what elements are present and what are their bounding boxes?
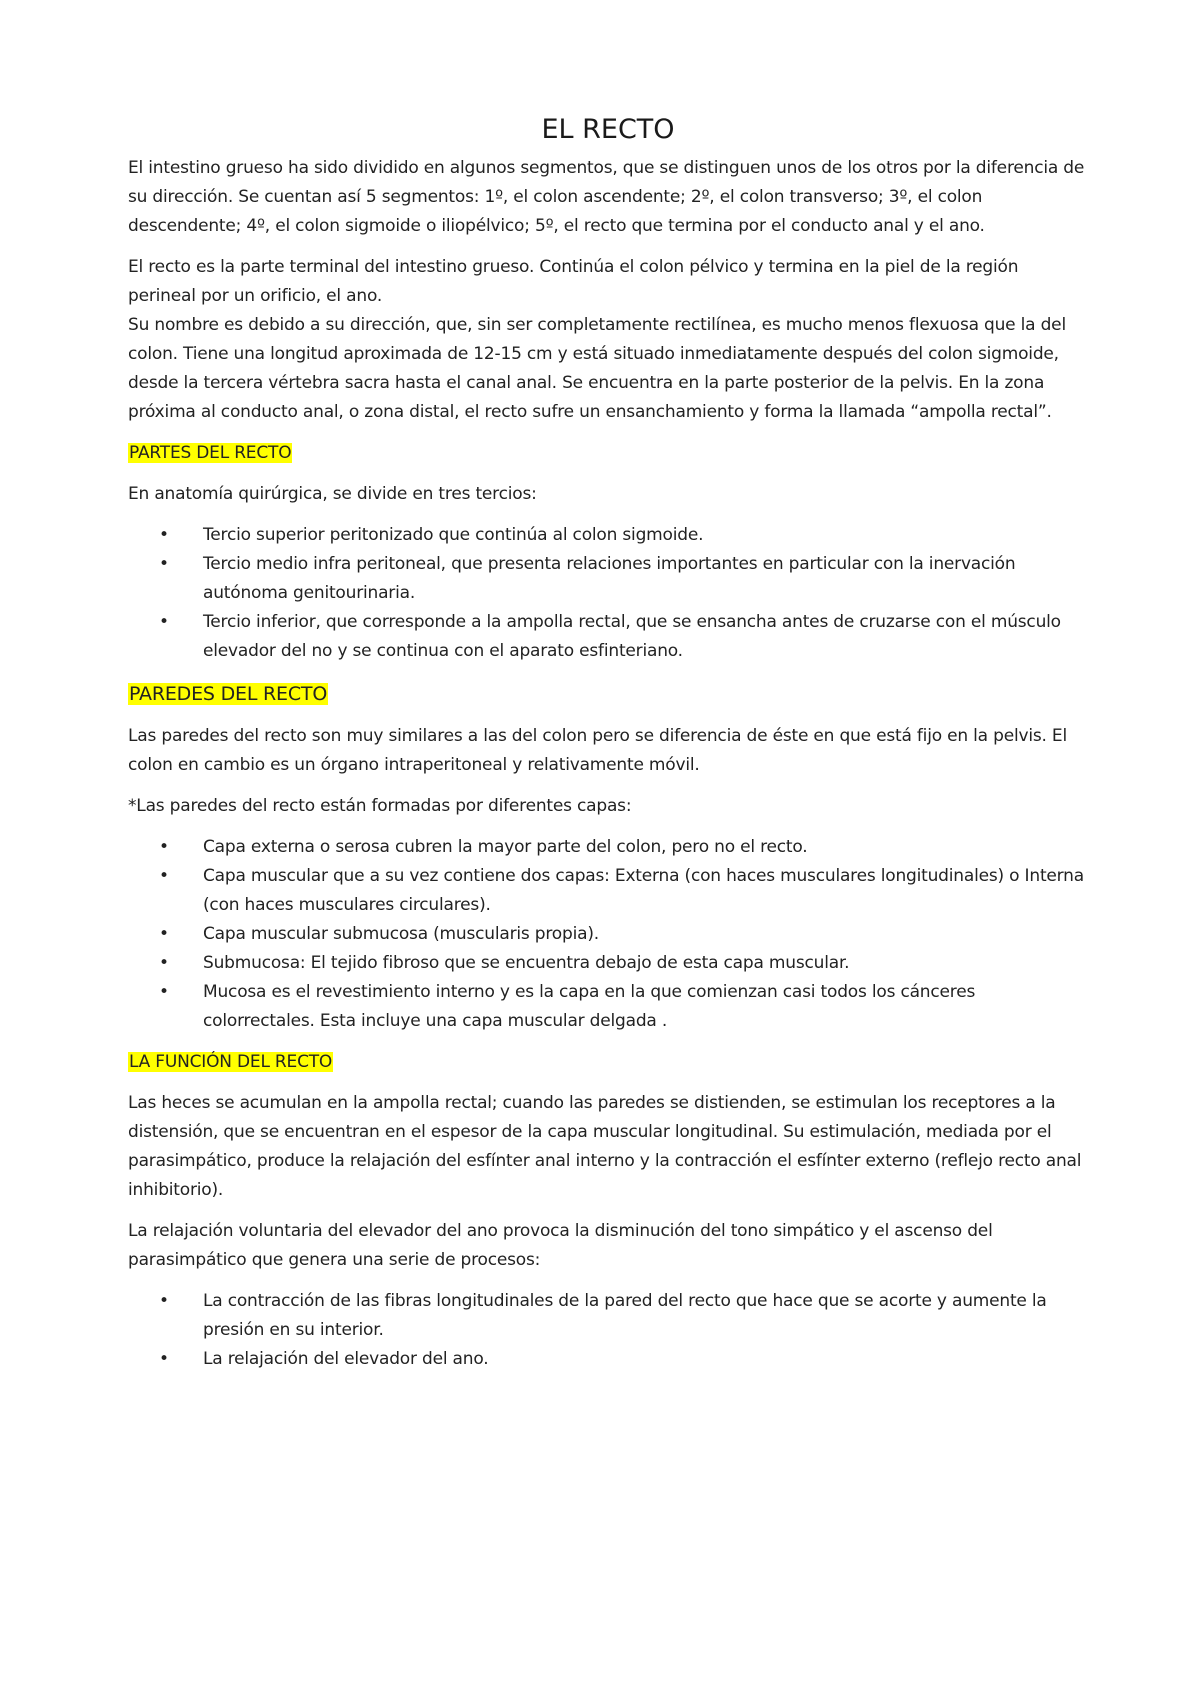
section-heading-paredes: [128, 678, 1088, 710]
document-title: EL RECTO: [541, 114, 675, 145]
highlighted-heading-text: PAREDES DEL RECTO: [129, 683, 328, 705]
intro-paragraph-segments: El intestino grueso ha sido dividido en algunos segmentos, que se distinguen unos de los otros por la diferencia de su dirección. Se cuentan así 5 segmentos: 1º, el colon ascendente; 2º, el colon transverso; 3º, el colon descendente; 4º, el colon sigmoide o iliopélvico; 5º, el recto que termina por el conducto anal y el ano.: [128, 158, 1085, 236]
intro-paragraph-definition: El recto es la parte terminal del intestino grueso. Continúa el colon pélvico y termina en la piel de la región perineal por un orificio, el ano.: [128, 257, 1019, 306]
paredes-paragraph: Las paredes del recto son muy similares a las del colon pero se diferencia de éste en que está fijo en la pelvis. El colon en cambio es un órgano intraperitoneal y relativamente móvil.: [128, 726, 1067, 775]
list-item: • La contracción de las fibras longitudinales de la pared del recto que hace que se acorte y aumente la presión en su interior.: [128, 1287, 1088, 1345]
list-item: • Capa muscular que a su vez contiene dos capas: Externa (con haces musculares longitudinales) o Interna (con haces musculares circulares).: [128, 862, 1088, 920]
highlighted-heading-text: PARTES DEL RECTO: [129, 443, 292, 463]
list-item: • Submucosa: El tejido fibroso que se encuentra debajo de esta capa muscular.: [128, 949, 1088, 978]
list-item: • Tercio medio infra peritoneal, que presenta relaciones importantes en particular con la inervación autónoma genitourinaria.: [128, 550, 1088, 608]
funcion-paragraph-heces: Las heces se acumulan en la ampolla rectal; cuando las paredes se distienden, se estimulan los receptores a la distensión, que se encuentran en el espesor de la capa muscular longitudinal. Su estimulación, mediada por el parasimpático, produce la relajación del esfínter anal interno y la contracción el esfínter externo (reflejo recto anal inhibitorio).: [128, 1093, 1082, 1200]
list-item: • Capa muscular submucosa (muscularis propia).: [128, 920, 1088, 949]
partes-lead: En anatomía quirúrgica, se divide en tres tercios:: [128, 484, 537, 504]
highlighted-heading-text: LA FUNCIÓN DEL RECTO: [129, 1052, 333, 1072]
list-item: • Tercio inferior, que corresponde a la ampolla rectal, que se ensancha antes de cruzarse con el músculo elevador del no y se continua con el aparato esfinteriano.: [128, 608, 1088, 666]
section-heading-funcion: [128, 1048, 1088, 1077]
funcion-list: [128, 1287, 1088, 1374]
list-item: • La relajación del elevador del ano.: [128, 1345, 1088, 1374]
document-page: [128, 110, 1088, 1386]
intro-paragraph-description: Su nombre es debido a su dirección, que, sin ser completamente rectilínea, es mucho menos flexuosa que la del colon. Tiene una longitud aproximada de 12-15 cm y está situado inmediatamente después del colon sigmoide, desde la tercera vértebra sacra hasta el canal anal. Se encuentra en la parte posterior de la pelvis. En la zona próxima al conducto anal, o zona distal, el recto sufre un ensanchamiento y forma la llamada “ampolla rectal”.: [128, 315, 1066, 422]
list-item: • Tercio superior peritonizado que continúa al colon sigmoide.: [128, 521, 1088, 550]
partes-list: [128, 521, 1088, 666]
paredes-list: [128, 833, 1088, 1036]
paredes-lead: *Las paredes del recto están formadas por diferentes capas:: [128, 796, 632, 816]
section-heading-partes: [128, 439, 1088, 468]
funcion-paragraph-relajacion: La relajación voluntaria del elevador del ano provoca la disminución del tono simpático y el ascenso del parasimpático que genera una serie de procesos:: [128, 1221, 993, 1270]
list-item: • Mucosa es el revestimiento interno y es la capa en la que comienzan casi todos los cánceres colorrectales. Esta incluye una capa muscular delgada .: [128, 978, 1088, 1036]
list-item: • Capa externa o serosa cubren la mayor parte del colon, pero no el recto.: [128, 833, 1088, 862]
